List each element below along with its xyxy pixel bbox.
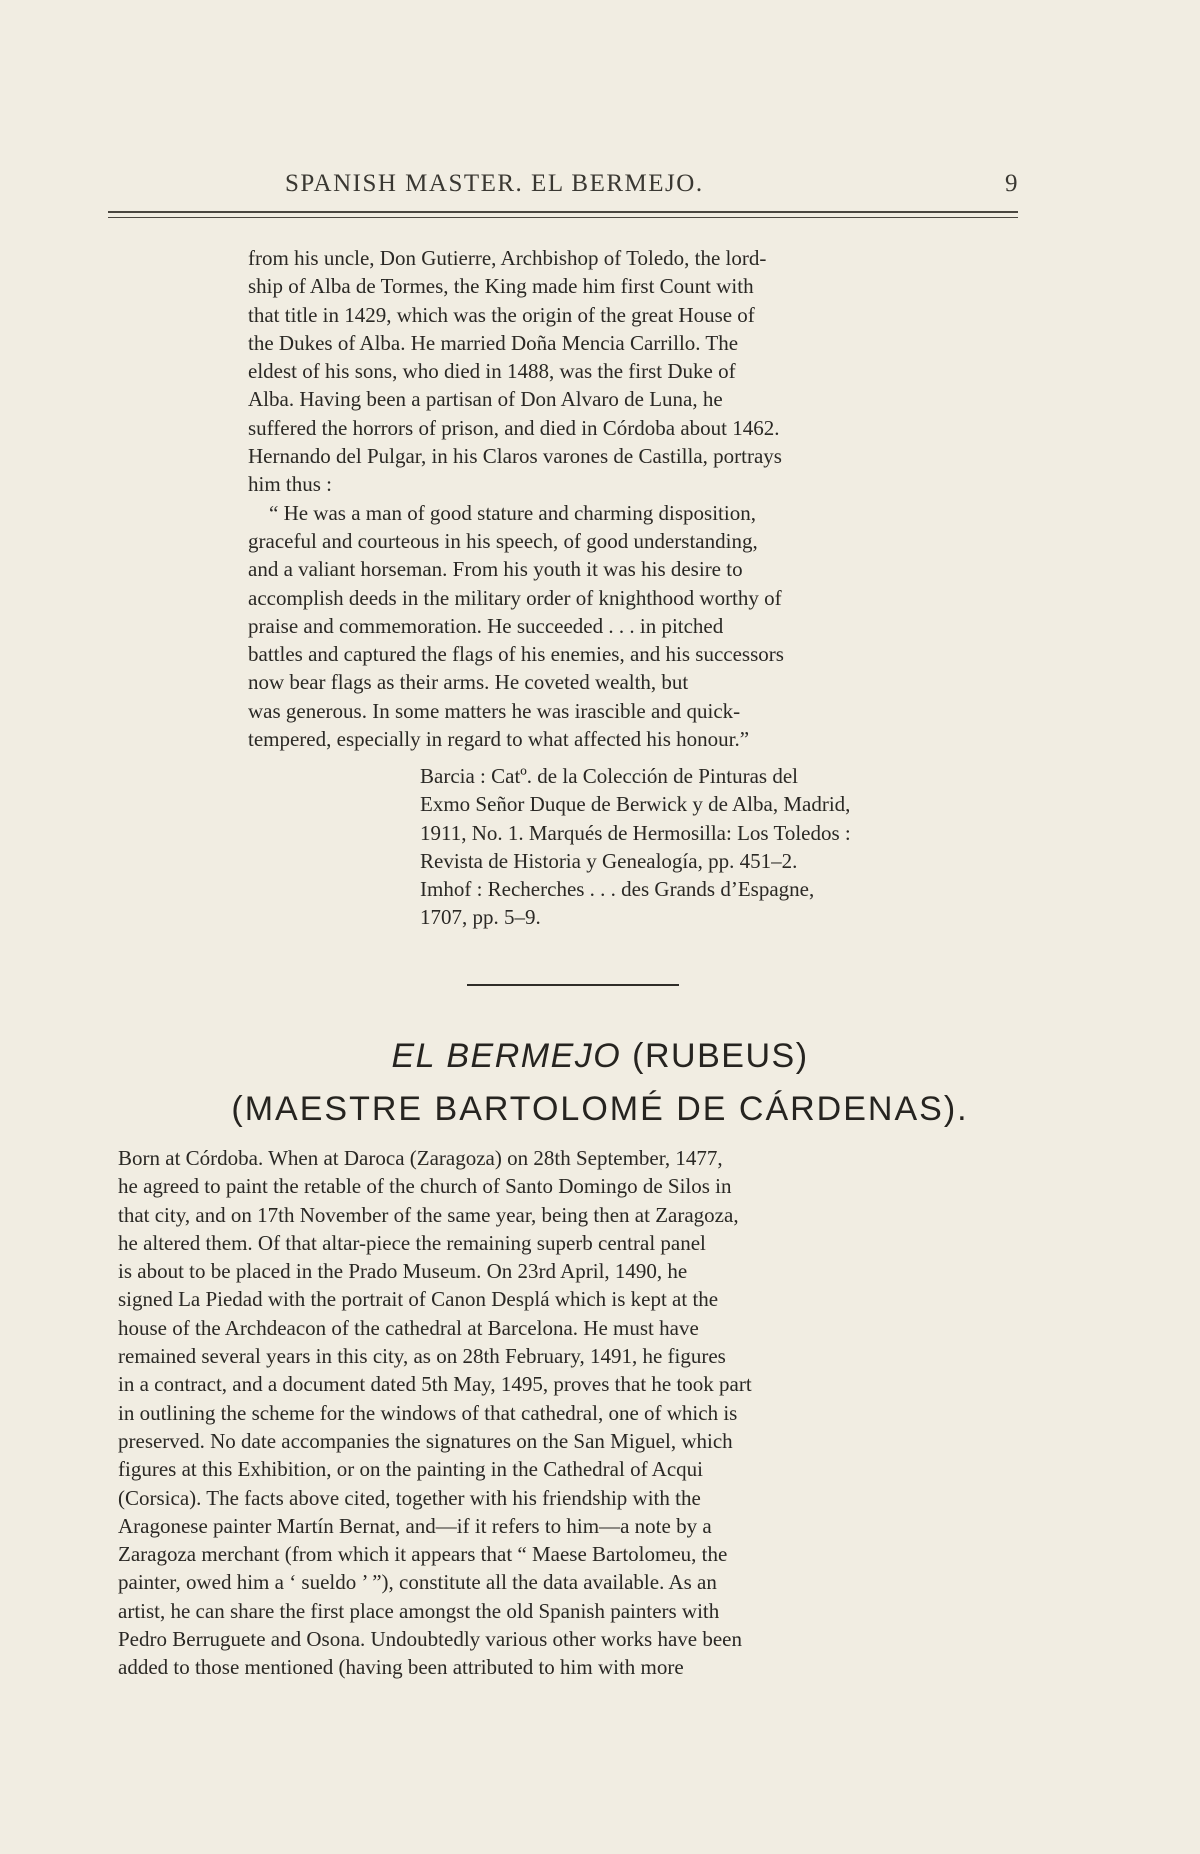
biography-paragraph: [118, 1144, 1028, 1682]
text-line: Hernando del Pulgar, in his Claros varones de Castilla, portrays: [248, 444, 782, 469]
quote-line: and a valiant horseman. From his youth it was his desire to: [248, 557, 743, 582]
text-line: is about to be placed in the Prado Museum. On 23rd April, 1490, he: [118, 1259, 688, 1284]
text-line: ship of Alba de Tormes, the King made him first Count with: [248, 274, 754, 299]
citation-line: 1911, No. 1. Marqués de Hermosilla: Los Toledos :: [420, 820, 851, 845]
text-line: remained several years in this city, as on 28th February, 1491, he figures: [118, 1344, 726, 1369]
section-title: [100, 1037, 1100, 1076]
quote-line: was generous. In some matters he was irascible and quick-: [248, 698, 741, 723]
quote-line: praise and commemoration. He succeeded . . . in pitched: [248, 613, 724, 638]
text-line: he agreed to paint the retable of the church of Santo Domingo de Silos in: [118, 1174, 732, 1199]
text-line: figures at this Exhibition, or on the painting in the Cathedral of Acqui: [118, 1457, 703, 1482]
header-rule-thin: [108, 217, 1018, 218]
citation-line: Barcia : Catº. de la Colección de Pinturas del: [420, 764, 798, 788]
text-line: signed La Piedad with the portrait of Canon Desplá which is kept at the: [118, 1287, 719, 1312]
text-line: eldest of his sons, who died in 1488, was the first Duke of: [248, 359, 736, 384]
upper-paragraphs: [248, 244, 1028, 753]
text-line: him thus :: [248, 472, 333, 497]
running-title: SPANISH MASTER. EL BERMEJO.: [285, 170, 704, 197]
text-line: Pedro Berruguete and Osona. Undoubtedly various other works have been: [118, 1627, 743, 1652]
text-line: added to those mentioned (having been attributed to him with more: [118, 1655, 684, 1680]
quote-line: now bear flags as their arms. He coveted wealth, but: [248, 670, 689, 695]
quote-line: graceful and courteous in his speech, of good understanding,: [248, 528, 758, 553]
citation-line: Imhof : Recherches . . . des Grands d’Espagne,: [420, 877, 815, 902]
section-title-name: EL BERMEJO: [391, 1037, 622, 1075]
text-line: he altered them. Of that altar-piece the remaining superb central panel: [118, 1230, 706, 1255]
citation-block: [420, 762, 1030, 932]
section-title-alias: (RUBEUS): [621, 1037, 809, 1075]
page-number: 9: [1005, 170, 1018, 197]
text-line: that title in 1429, which was the origin of the great House of: [248, 302, 755, 327]
text-line: suffered the horrors of prison, and died in Córdoba about 1462.: [248, 415, 780, 440]
text-line: in outlining the scheme for the windows of that cathedral, one of which is: [118, 1400, 738, 1425]
section-subtitle: (MAESTRE BARTOLOMÉ DE CÁRDENAS).: [231, 1090, 969, 1128]
text-line: from his uncle, Don Gutierre, Archbishop of Toledo, the lord-: [248, 246, 767, 270]
quote-line: accomplish deeds in the military order of knighthood worthy of: [248, 585, 782, 610]
section-divider: [467, 984, 679, 986]
text-line: (Corsica). The facts above cited, together with his friendship with the: [118, 1485, 701, 1510]
text-line: painter, owed him a ‘ sueldo ’ ”), constitute all the data available. As an: [118, 1570, 717, 1595]
text-line: the Dukes of Alba. He married Doña Mencia Carrillo. The: [248, 330, 739, 355]
text-line: Born at Córdoba. When at Daroca (Zaragoza) on 28th September, 1477,: [118, 1146, 723, 1170]
citation-line: Exmo Señor Duque de Berwick y de Alba, Madrid,: [420, 792, 851, 817]
text-line: house of the Archdeacon of the cathedral at Barcelona. He must have: [118, 1315, 699, 1340]
quote-line: “ He was a man of good stature and charming disposition,: [248, 500, 756, 525]
citation-line: 1707, pp. 5–9.: [420, 905, 541, 930]
quote-line: battles and captured the flags of his enemies, and his successors: [248, 642, 784, 667]
text-line: artist, he can share the first place amongst the old Spanish painters with: [118, 1598, 720, 1623]
quote-line: tempered, especially in regard to what affected his honour.”: [248, 727, 750, 752]
text-line: Alba. Having been a partisan of Don Alvaro de Luna, he: [248, 387, 723, 412]
citation-line: Revista de Historia y Genealogía, pp. 451–2.: [420, 848, 798, 873]
text-line: preserved. No date accompanies the signatures on the San Miguel, which: [118, 1428, 733, 1453]
header-rule: [108, 211, 1018, 213]
text-line: in a contract, and a document dated 5th May, 1495, proves that he took part: [118, 1372, 752, 1397]
text-line: Aragonese painter Martín Bernat, and—if it refers to him—a note by a: [118, 1513, 712, 1538]
text-line: Zaragoza merchant (from which it appears that “ Maese Bartolomeu, the: [118, 1542, 728, 1567]
text-line: that city, and on 17th November of the same year, being then at Zaragoza,: [118, 1202, 739, 1227]
